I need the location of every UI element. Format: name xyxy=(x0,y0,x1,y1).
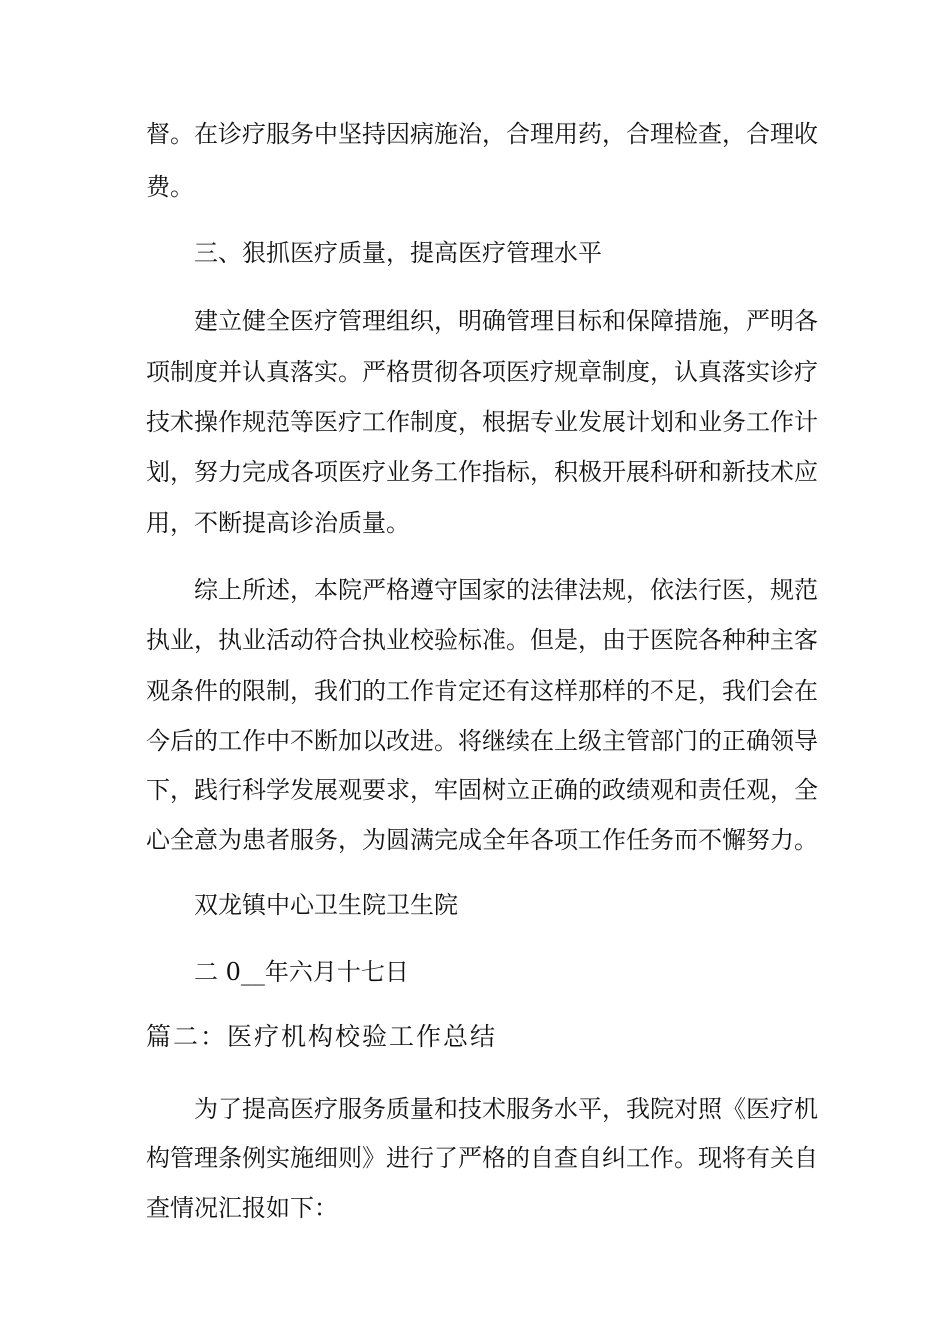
paragraph-line: 用，不断提高诊治质量。 xyxy=(146,509,410,537)
paragraph-line: 费。 xyxy=(146,173,194,201)
paragraph-line: 构管理条例实施细则》进行了严格的自查自纠工作。现将有关自 xyxy=(146,1144,818,1172)
paragraph-line: 今后的工作中不断加以改进。将继续在上级主管部门的正确领导 xyxy=(146,727,818,755)
paragraph-line: 观条件的限制，我们的工作肯定还有这样那样的不足，我们会在 xyxy=(146,677,818,705)
part-title: 篇二：医疗机构校验工作总结 xyxy=(146,1022,498,1051)
section-heading: 三、狠抓医疗质量，提高医疗管理水平 xyxy=(194,239,602,267)
paragraph-line: 执业，执业活动符合执业校验标准。但是，由于医院各种种主客 xyxy=(146,626,818,654)
paragraph-line: 下，践行科学发展观要求，牢固树立正确的政绩观和责任观，全 xyxy=(146,776,818,804)
paragraph-line: 技术操作规范等医疗工作制度，根据专业发展计划和业务工作计 xyxy=(146,408,818,436)
paragraph-line: 为了提高医疗服务质量和技术服务水平，我院对照《医疗机 xyxy=(194,1095,818,1123)
paragraph-line: 心全意为患者服务，为圆满完成全年各项工作任务而不懈努力。 xyxy=(146,826,818,854)
paragraph-line: 划，努力完成各项医疗业务工作指标，积极开展科研和新技术应 xyxy=(146,458,818,486)
paragraph-line: 督。在诊疗服务中坚持因病施治，合理用药，合理检查，合理收 xyxy=(146,120,818,148)
paragraph-line: 项制度并认真落实。严格贯彻各项医疗规章制度，认真落实诊疗 xyxy=(146,358,818,386)
paragraph-line: 综上所述，本院严格遵守国家的法律法规，依法行医，规范 xyxy=(194,576,818,604)
paragraph-line: 建立健全医疗管理组织，明确管理目标和保障措施，严明各 xyxy=(194,307,818,335)
signature-date: 二 0__年六月十七日 xyxy=(194,958,409,986)
signature-organization: 双龙镇中心卫生院卫生院 xyxy=(194,891,458,919)
paragraph-line: 查情况汇报如下： xyxy=(146,1194,338,1222)
